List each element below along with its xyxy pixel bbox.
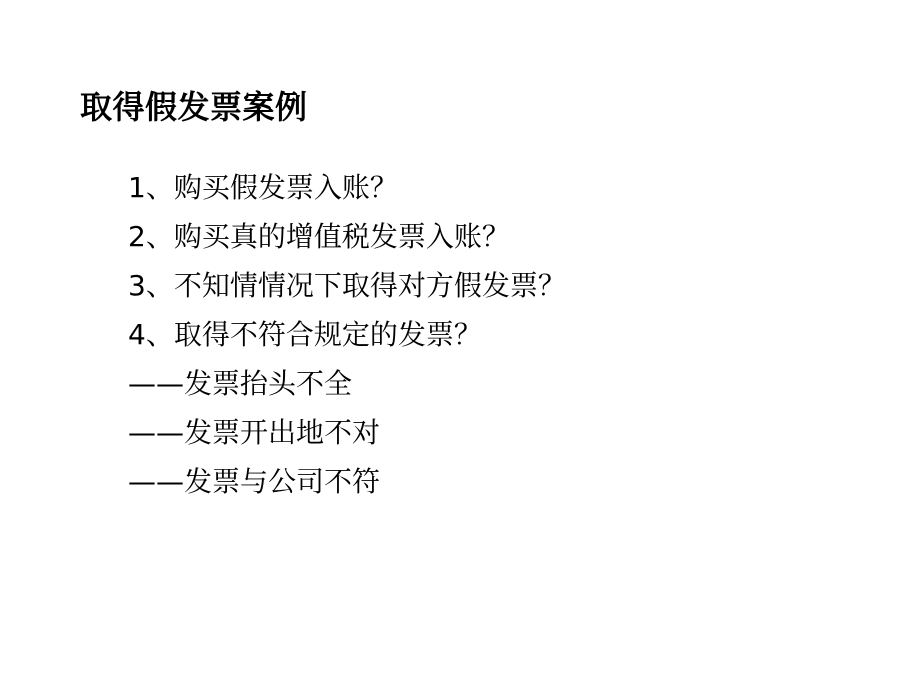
list-item: 1、购买假发票入账？ [128,171,398,204]
list-item: ——发票开出地不对 [128,416,381,449]
list-item: 2、购买真的增值税发票入账？ [128,220,510,253]
slide-body-list [128,163,828,506]
list-item: ——发票与公司不符 [128,465,381,498]
list-item: ——发票抬头不全 [128,367,353,400]
page-title: 取得假发票案例 [80,88,308,126]
list-item: 4、取得不符合规定的发票？ [128,318,482,351]
list-item: 3、不知情情况下取得对方假发票？ [128,269,566,302]
